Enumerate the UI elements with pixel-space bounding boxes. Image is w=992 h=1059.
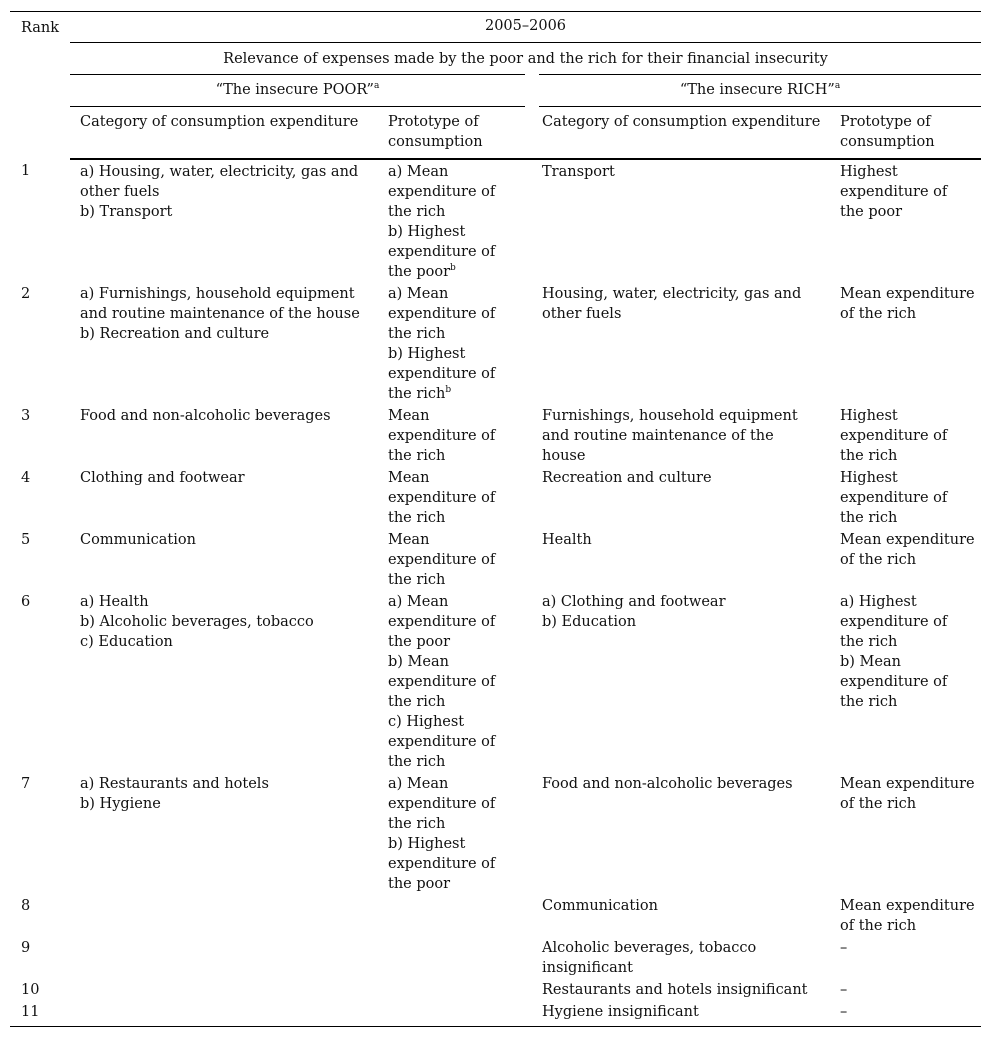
footnote-mark: b [445, 385, 452, 395]
rank-cell: 8 [21, 898, 31, 914]
rich-prototype-cell [830, 1000, 981, 1027]
cell-line: Mean expenditure of the rich [388, 532, 496, 588]
cell-line: – [840, 982, 848, 998]
rich-category-cell [532, 936, 830, 978]
rank-header: Rank [10, 12, 70, 160]
rich-prototype-cell [830, 404, 981, 466]
poor-prototype-cell [374, 466, 532, 528]
rich-category-cell [532, 282, 830, 404]
cell-line: Recreation and culture [542, 470, 712, 486]
cell-line: a) Health [80, 594, 149, 610]
rich-prototype-cell [830, 159, 981, 282]
cell-line: b) Mean expenditure of the rich [840, 654, 948, 710]
cell-line: Health [542, 532, 592, 548]
poor-prototype-cell [374, 894, 532, 936]
poor-category-cell [70, 1000, 374, 1027]
poor-prototype-cell [374, 1000, 532, 1027]
table-row [10, 978, 981, 1000]
table-row [10, 1000, 981, 1027]
poor-category-cell [70, 466, 374, 528]
cell-line: Housing, water, electricity, gas and other fuels [542, 286, 802, 322]
cell-line: Food and non-alcoholic beverages [80, 408, 331, 424]
rich-prototype-cell [830, 978, 981, 1000]
poor-category-cell [70, 528, 374, 590]
cell-line: a) Restaurants and hotels [80, 776, 269, 792]
rich-prototype-cell [830, 282, 981, 404]
rich-category-cell [532, 894, 830, 936]
cell-line: b) Hygiene [80, 796, 161, 812]
poor-category-cell [70, 772, 374, 894]
poor-category-cell [70, 894, 374, 936]
rich-prototype-header: Prototype of consumption [830, 107, 981, 160]
rank-cell: 7 [21, 776, 31, 792]
cell-line: Mean expenditure of the rich [840, 898, 975, 934]
rich-group-header: “The insecure RICH”$^a$ [532, 75, 981, 107]
cell-line: Highest expenditure of the poor [840, 164, 948, 220]
cell-line: b) Education [542, 614, 637, 630]
poor-prototype-cell [374, 282, 532, 404]
cell-line: Highest expenditure of the rich [840, 408, 948, 464]
table-row [10, 772, 981, 894]
rich-category-cell [532, 590, 830, 772]
rank-cell: 11 [10, 1000, 70, 1027]
period-header: 2005–2006 [70, 12, 981, 43]
rich-prototype-cell [830, 590, 981, 772]
rich-prototype-cell [830, 894, 981, 936]
cell-line: c) Highest expenditure of the rich [388, 714, 496, 770]
cell-line: Mean expenditure of the rich [840, 286, 975, 322]
cell-line: Mean expenditure of the rich [388, 408, 496, 464]
poor-prototype-header: Prototype of consumption [374, 107, 532, 160]
cell-line: b) Recreation and culture [80, 326, 270, 342]
cell-line: a) Mean expenditure of the rich [388, 776, 496, 832]
cell-line: a) Highest expenditure of the rich [840, 594, 948, 650]
poor-prototype-cell [374, 159, 532, 282]
cell-line: a) Mean expenditure of the rich [388, 286, 496, 342]
cell-line: Communication [542, 898, 658, 914]
cell-line: Communication [80, 532, 196, 548]
cell-line: a) Furnishings, household equipment and routine maintenance of the house [80, 286, 360, 322]
cell-line: Food and non-alcoholic beverages [542, 776, 793, 792]
table-header [10, 12, 981, 160]
poor-group-header: “The insecure POOR”$^a$ [70, 75, 532, 107]
cell-line: c) Education [80, 634, 173, 650]
cell-line: b) Highest expenditure of the poor [388, 836, 496, 892]
cell-line: b) Highest expenditure of the poor$^b$ [388, 224, 496, 280]
table-row [10, 528, 981, 590]
rank-cell: 5 [21, 532, 31, 548]
cell-line: b) Alcoholic beverages, tobacco [80, 614, 314, 630]
table-row [10, 936, 981, 978]
cell-line: Alcoholic beverages, tobacco insignificant [542, 940, 757, 976]
poor-category-cell [70, 404, 374, 466]
poor-category-cell [70, 159, 374, 282]
poor-category-cell [70, 590, 374, 772]
rich-category-cell [532, 528, 830, 590]
cell-line: a) Mean expenditure of the rich [388, 164, 496, 220]
cell-line: b) Highest expenditure of the rich$^b$ [388, 346, 496, 402]
rank-cell: 10 [21, 982, 40, 998]
cell-line: – [840, 940, 848, 956]
cell-line: Mean expenditure of the rich [840, 776, 975, 812]
expenditure-table [10, 11, 981, 1027]
table-row [10, 466, 981, 528]
table-body [10, 159, 981, 1027]
rich-category-header: Category of consumption expenditure [532, 107, 830, 160]
cell-line: Furnishings, household equipment and routine maintenance of the house [542, 408, 798, 464]
table-row [10, 404, 981, 466]
rank-cell: 6 [21, 594, 31, 610]
footnote-mark: b [450, 263, 456, 273]
rank-cell: 4 [21, 470, 31, 486]
cell-line: Transport [542, 164, 615, 180]
rich-category-cell [532, 978, 830, 1000]
rich-category-cell [532, 159, 830, 282]
table-row [10, 894, 981, 936]
rich-category-cell [532, 772, 830, 894]
rich-category-cell [532, 404, 830, 466]
poor-prototype-cell [374, 772, 532, 894]
poor-prototype-cell [374, 528, 532, 590]
cell-line: a) Housing, water, electricity, gas and other fuels [80, 164, 359, 200]
cell-line: Mean expenditure of the rich [388, 470, 496, 526]
cell-line: b) Mean expenditure of the rich [388, 654, 496, 710]
poor-prototype-cell [374, 590, 532, 772]
table-row [10, 159, 981, 282]
cell-line: Highest expenditure of the rich [840, 470, 948, 526]
cell-line: Mean expenditure of the rich [840, 532, 975, 568]
cell-line: Restaurants and hotels insignificant [542, 982, 808, 998]
rich-prototype-cell [830, 528, 981, 590]
cell-line: Clothing and footwear [80, 470, 245, 486]
poor-category-cell [70, 282, 374, 404]
poor-prototype-cell [374, 936, 532, 978]
rich-prototype-cell [830, 936, 981, 978]
poor-category-header: Category of consumption expenditure [70, 107, 374, 160]
table-row [10, 282, 981, 404]
cell-line: a) Mean expenditure of the poor [388, 594, 496, 650]
rich-category-cell [532, 1000, 830, 1027]
rank-cell: 1 [21, 163, 31, 179]
cell-line: b) Transport [80, 204, 173, 220]
rank-cell: 9 [21, 940, 31, 956]
rank-cell: 2 [21, 286, 31, 302]
rich-prototype-cell [830, 466, 981, 528]
rich-category-cell [532, 466, 830, 528]
poor-category-cell [70, 936, 374, 978]
poor-category-cell [70, 978, 374, 1000]
cell-line: a) Clothing and footwear [542, 594, 726, 610]
rank-cell: 3 [21, 408, 31, 424]
poor-prototype-cell [374, 404, 532, 466]
cell-line: – [840, 1004, 848, 1020]
relevance-header: Relevance of expenses made by the poor and the rich for their financial insecurity [70, 43, 981, 75]
rich-prototype-cell [830, 772, 981, 894]
cell-line: Hygiene insignificant [542, 1004, 699, 1020]
table-row [10, 590, 981, 772]
poor-prototype-cell [374, 978, 532, 1000]
